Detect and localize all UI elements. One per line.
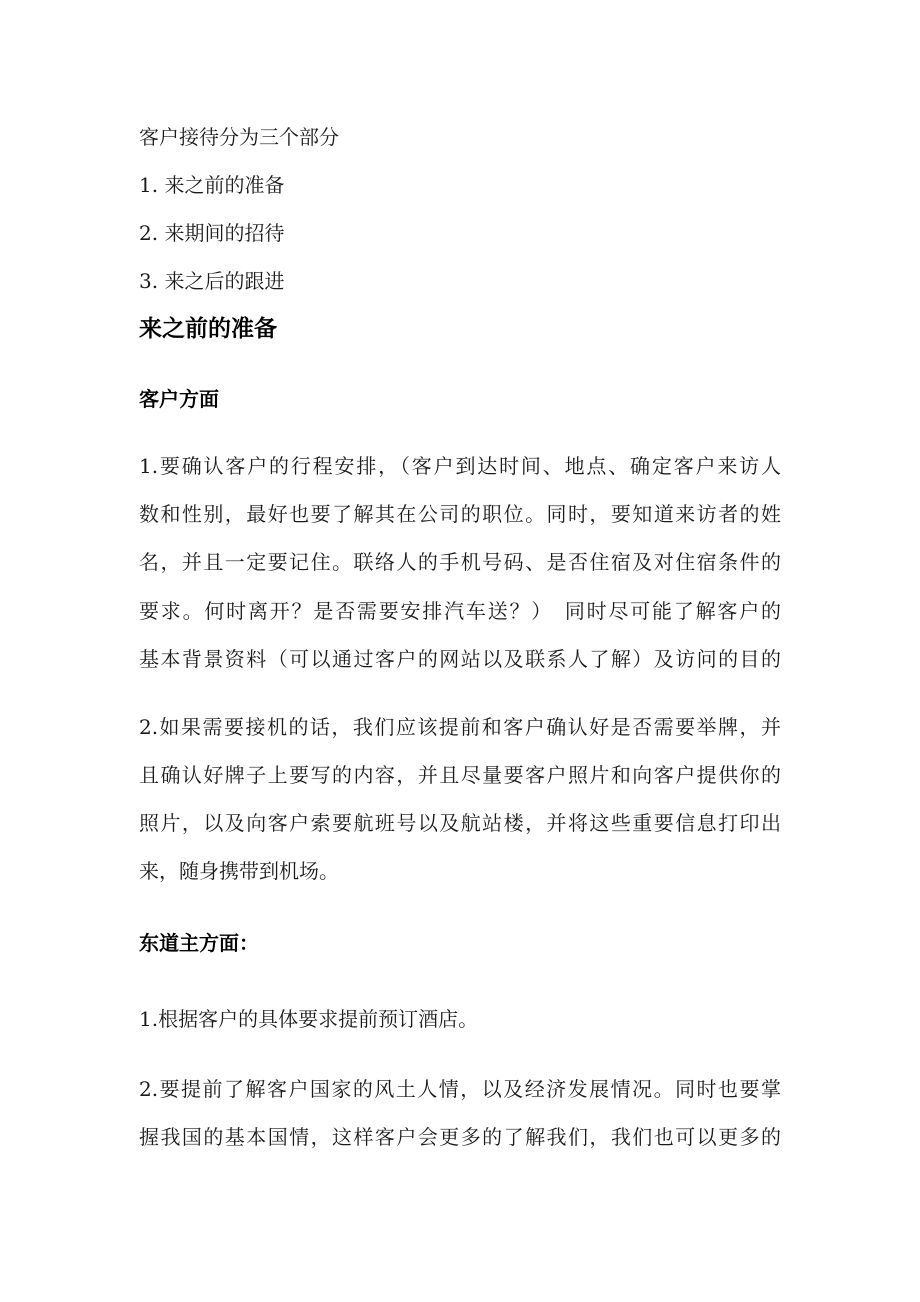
host-item1: 1.根据客户的具体要求提前预订酒店。 bbox=[139, 1007, 479, 1031]
subheading-host-side: 东道主方面： bbox=[139, 931, 259, 955]
client-item2-line-1: 2.如果需要接机的话，我们应该提前和客户确认好是否需要举牌，并 bbox=[139, 715, 781, 739]
host-item2-line-2: 握我国的基本国情，这样客户会更多的了解我们，我们也可以更多的 bbox=[139, 1125, 781, 1149]
intro-part-3: 3. 来之后的跟进 bbox=[139, 269, 285, 293]
intro-part-2: 2. 来期间的招待 bbox=[139, 221, 285, 245]
client-item2-line-2: 且确认好牌子上要写的内容，并且尽量要客户照片和向客户提供你的 bbox=[139, 763, 781, 787]
client-item2-line-3: 照片，以及向客户索要航班号以及航站楼，并将这些重要信息打印出 bbox=[139, 811, 781, 835]
client-item1-line-5: 基本背景资料（可以通过客户的网站以及联系人了解）及访问的目的 bbox=[139, 647, 781, 671]
intro-part-1: 1. 来之前的准备 bbox=[139, 173, 285, 197]
intro-title: 客户接待分为三个部分 bbox=[139, 125, 339, 149]
host-item2-line-1: 2.要提前了解客户国家的风土人情，以及经济发展情况。同时也要掌 bbox=[139, 1077, 781, 1101]
client-item1-line-3: 名，并且一定要记住。联络人的手机号码、是否住宿及对住宿条件的 bbox=[139, 550, 781, 574]
subheading-client-side: 客户方面 bbox=[139, 387, 219, 411]
client-item1-line-1: 1.要确认客户的行程安排，（客户到达时间、地点、确定客户来访人 bbox=[139, 454, 781, 478]
client-item1-line-4: 要求。何时离开？是否需要安排汽车送？） 同时尽可能了解客户的 bbox=[139, 599, 781, 623]
section-heading-before: 来之前的准备 bbox=[139, 316, 277, 342]
client-item2-line-4: 来，随身携带到机场。 bbox=[139, 859, 339, 883]
client-item1-line-2: 数和性别，最好也要了解其在公司的职位。同时，要知道来访者的姓 bbox=[139, 502, 781, 526]
